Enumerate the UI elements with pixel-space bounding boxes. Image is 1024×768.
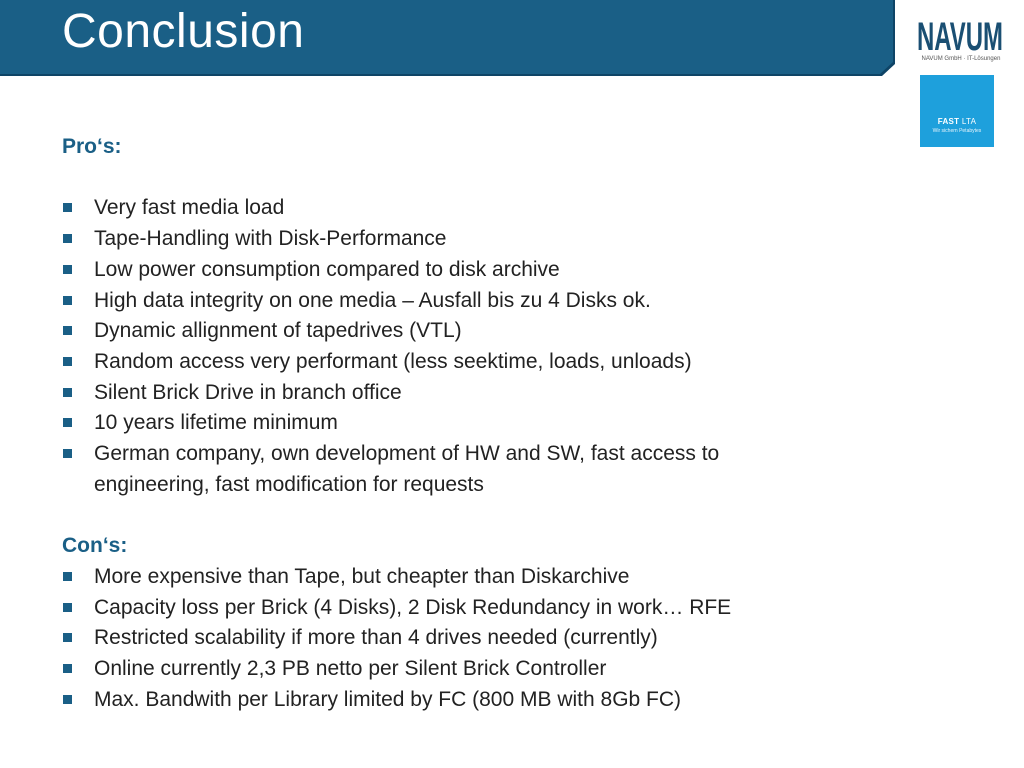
list-item bbox=[62, 224, 822, 255]
square-bullet-icon bbox=[63, 664, 72, 673]
fast-brand-lta: LTA bbox=[961, 117, 977, 126]
list-item-text: Random access very performant (less seektime, loads, unloads) bbox=[94, 349, 692, 373]
navum-tagline: NAVUM GmbH · IT-Lösungen bbox=[921, 56, 1001, 62]
square-bullet-icon bbox=[63, 265, 72, 274]
list-item-text: High data integrity on one media – Ausfall bis zu 4 Disks ok. bbox=[94, 288, 651, 312]
square-bullet-icon bbox=[63, 388, 72, 397]
square-bullet-icon bbox=[63, 633, 72, 642]
square-bullet-icon bbox=[63, 449, 72, 458]
list-item-text: Tape-Handling with Disk-Performance bbox=[94, 227, 447, 251]
list-item-text: 10 years lifetime minimum bbox=[94, 411, 338, 435]
list-item-text: More expensive than Tape, but cheapter than Diskarchive bbox=[94, 564, 630, 588]
list-item bbox=[62, 562, 822, 593]
list-item bbox=[62, 408, 822, 439]
fast-lta-tagline: Wir sichern Petabytes bbox=[932, 128, 982, 134]
fast-brand-fast: FAST bbox=[937, 117, 960, 126]
fast-lta-logo bbox=[920, 75, 994, 147]
square-bullet-icon bbox=[63, 418, 72, 427]
list-item bbox=[62, 255, 822, 286]
list-item-text: German company, own development of HW and SW, fast access to engineering, fast modification for requests bbox=[94, 442, 720, 496]
square-bullet-icon bbox=[63, 695, 72, 704]
fast-lta-brand bbox=[920, 117, 994, 126]
list-item bbox=[62, 593, 822, 624]
list-item-text: Dynamic allignment of tapedrives (VTL) bbox=[94, 319, 462, 343]
list-item bbox=[62, 378, 822, 409]
list-item bbox=[62, 439, 822, 500]
square-bullet-icon bbox=[63, 203, 72, 212]
list-item-text: Online currently 2,3 PB netto per Silent Brick Controller bbox=[94, 656, 607, 680]
list-item-text: Low power consumption compared to disk archive bbox=[94, 257, 560, 281]
square-bullet-icon bbox=[63, 603, 72, 612]
list-item-text: Capacity loss per Brick (4 Disks), 2 Disk Redundancy in work… RFE bbox=[94, 595, 732, 619]
square-bullet-icon bbox=[63, 234, 72, 243]
square-bullet-icon bbox=[63, 572, 72, 581]
navum-logo bbox=[916, 8, 1006, 66]
spacer bbox=[62, 500, 822, 531]
pros-list bbox=[62, 193, 822, 500]
list-item-text: Silent Brick Drive in branch office bbox=[94, 380, 402, 404]
square-bullet-icon bbox=[63, 296, 72, 305]
list-item-text: Max. Bandwith per Library limited by FC (800 MB with 8Gb FC) bbox=[94, 687, 682, 711]
list-item bbox=[62, 316, 822, 347]
list-item bbox=[62, 685, 822, 716]
list-item bbox=[62, 347, 822, 378]
square-bullet-icon bbox=[63, 326, 72, 335]
spacer bbox=[62, 163, 822, 194]
list-item-text: Restricted scalability if more than 4 drives needed (currently) bbox=[94, 626, 658, 650]
title-bar bbox=[0, 0, 1000, 80]
list-item bbox=[62, 193, 822, 224]
list-item bbox=[62, 623, 822, 654]
square-bullet-icon bbox=[63, 357, 72, 366]
cons-heading: Con‘s: bbox=[62, 534, 128, 558]
cons-list bbox=[62, 562, 822, 716]
navum-wordmark-text: NAVUM bbox=[917, 15, 1003, 54]
slide-content bbox=[62, 132, 822, 715]
list-item bbox=[62, 654, 822, 685]
list-item-text: Very fast media load bbox=[94, 196, 285, 220]
list-item bbox=[62, 286, 822, 317]
pros-heading: Pro‘s: bbox=[62, 135, 122, 158]
slide-title: Conclusion bbox=[62, 5, 305, 58]
navum-wordmark-icon bbox=[916, 8, 1006, 54]
